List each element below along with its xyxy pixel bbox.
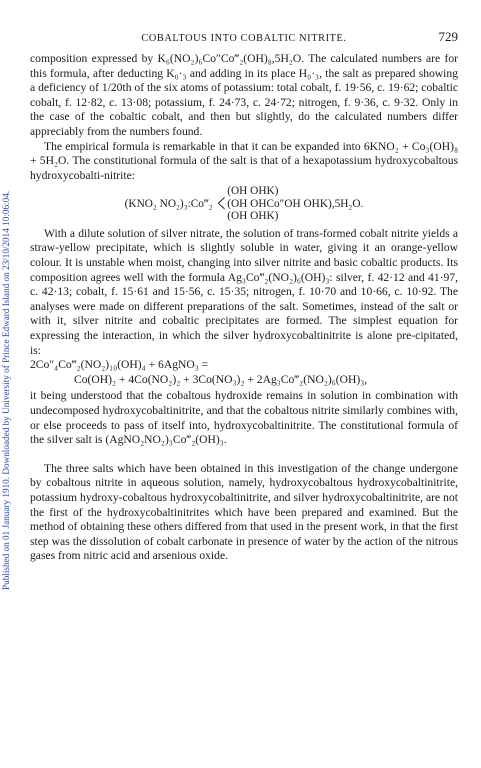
running-title: COBALTOUS INTO COBALTIC NITRITE. bbox=[141, 33, 347, 44]
formula-stack bbox=[227, 185, 363, 223]
formula-line: (OH OHK) bbox=[227, 185, 279, 198]
download-notice: Published on 01 January 1910. Downloaded by University of Prince Edward Island on 23/10/2014 10:06:04. bbox=[1, 190, 11, 590]
equation-line-2: Co(OH)₂ + 4Co(NO₂)₂ + 3Co(NO₃)₂ + 2Ag₃Co‴₂(NO₂)₆(OH)₃, bbox=[74, 372, 368, 386]
paragraph-composition: composition expressed by K₆(NO₂)₆Co″Co‴₂(OH)₈,5H₂O. The calculated numbers are for this formula, after deducting K₀·₃ and adding in its place H₀·₃, the salt as prepared showing a deficiency of 1/20th of the six atoms of potassium: total cobalt, f. 19·56, c. 19·62; cobaltic cobalt, f. 12·82, c. 13·08; potassium, f. 24·73, c. 24·72; nitrogen, f. 9·36, c. 9·32. Only in the case of the cobaltic cobalt, and then but slightly, do the calculated numbers differ appreciably from the numbers found. bbox=[30, 52, 458, 138]
paragraph-silver-nitrate: With a dilute solution of silver nitrate, the solution of trans-formed cobalt nitrite yields a straw-yellow precipitate, which is slightly soluble in water, giving it an orange-yellow colour. It is unstable when moist, changing into silver nitrite and basic cobaltic products. Its composition agrees well with the formula Ag₃Co‴₂(NO₂)₆(OH)₃: silver, f. 42·12 and 41·97, c. 42·13; cobalt, f. 15·61 and 15·56, c. 15·35; nitrogen, f. 10·70 and 10·66, c. 10·92. The analyses were made on different preparations of the salt. Sometimes, instead of the salt or with it, silver nitrite and cobaltic precipitates are formed. The simplest equation for expressing the interaction, in which the silver hydroxycobaltinitrite is alone pre-cipitated, is: bbox=[30, 226, 458, 357]
paragraph-explanation: it being understood that the cobaltous hydroxide remains in solution in combination with undecomposed hydroxycobaltinitrite, and that the cobaltous nitrite similarly combines with, or else proceeds to pass of itself into, hydroxycobaltinitrite. The constitutional formula of the silver salt is (AgNO₂NO₂)₃Co‴₂(OH)₃. bbox=[30, 389, 458, 447]
paragraph-empirical-formula: The empirical formula is remarkable in that it can be expanded into 6KNO₂ + Co₃(OH)₈ + 5H₂O. The constitutional formula of the salt is that of a hexapotassium hydroxycobaltous hydroxycobalti-nitrite: bbox=[30, 139, 458, 182]
section-gap bbox=[30, 448, 458, 462]
formula-line: (OH OHCo″OH OHK),5H₂O. bbox=[227, 197, 364, 210]
formula-left: (KNO₂ NO₂)₃:Co‴₂ bbox=[124, 197, 213, 210]
constitutional-formula bbox=[30, 185, 458, 223]
formula-line: (OH OHK) bbox=[227, 210, 279, 223]
running-header bbox=[30, 30, 458, 52]
paragraph-three-salts: The three salts which have been obtained in this investigation of the change undergone by cobaltous nitrite in aqueous solution, namely, hydroxycobaltous hydroxycobaltinitrite, potassium hydroxy-cobaltous hydroxycobaltinitrite, and silver hydroxycobaltinitrite, are not the first of the hydroxycobaltinitrites which have been prepared and examined. But the method of obtaining these others differed from that used in the present work, in that the first step was the dissolution of cobalt carbonate in presence of water by the action of the nitrous gases from nitric acid and arsenious oxide. bbox=[30, 461, 458, 563]
equation-line-1: 2Co″₄Co‴₂(NO₂)₁₀(OH)₄ + 6AgNO₃ = bbox=[30, 358, 209, 372]
journal-page bbox=[30, 30, 458, 564]
page-number: 729 bbox=[438, 29, 458, 44]
formula-brace: < bbox=[216, 189, 225, 219]
